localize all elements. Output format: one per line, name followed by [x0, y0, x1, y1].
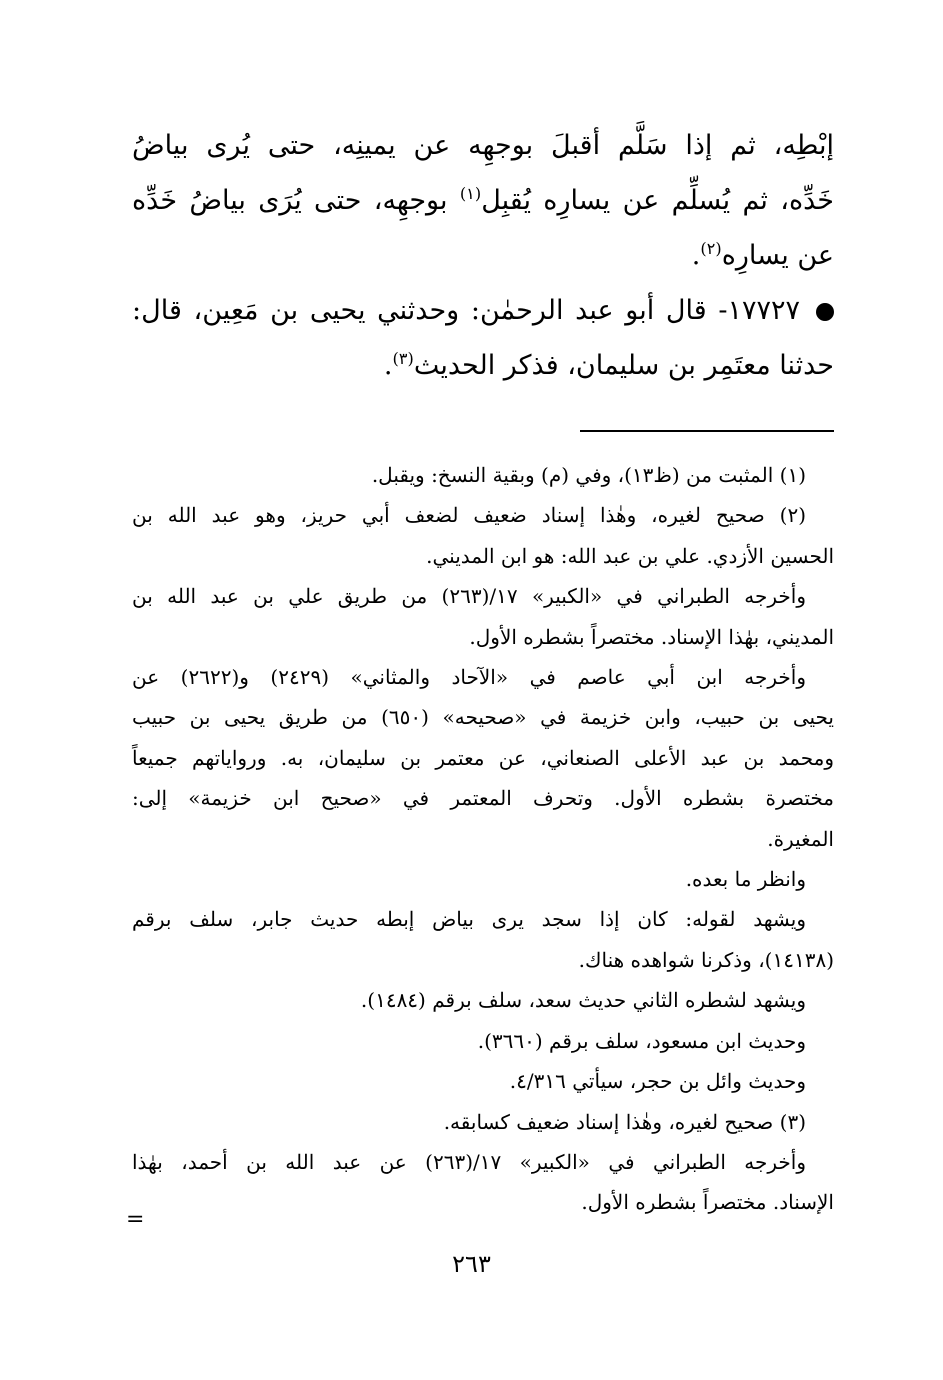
- main-text-line-3-end: .: [691, 240, 701, 271]
- hadith-line-2-end: .: [383, 350, 393, 381]
- footnote-3-line: (٣) صحيح لغيره، وهٰذا إسناد ضعيف كسابقه.: [443, 1109, 806, 1134]
- footnote-3-line: الإسناد. مختصراً بشطره الأول.: [581, 1190, 834, 1215]
- continuation-mark: =: [126, 1207, 145, 1232]
- main-text-line-2-end: بوجهِه، حتى يُرَى بياضُ خَدِّه: [132, 185, 460, 216]
- main-text: [132, 118, 834, 393]
- footnote-2-line: وانظر ما بعده.: [685, 867, 806, 892]
- footnote-2-line: مختصرة بشطره الأول. وتحرف المعتمر في «صحيح ابن خزيمة» إلى:: [132, 786, 834, 811]
- footnote-3-line: وأخرجه الطبراني في «الكبير» ١٧/(٢٦٣) عن عبد الله بن أحمد، بهٰذا: [132, 1149, 806, 1174]
- footnote-2-line: وحديث ابن مسعود، سلف برقم (٣٦٦٠).: [477, 1028, 806, 1053]
- footnote-2-line: ومحمد بن عبد الأعلى الصنعاني، عن معتمر بن سليمان، به. ورواياتهم جميعاً: [132, 745, 834, 770]
- footnote-2-line: الحسين الأزدي. علي بن عبد الله: هو ابن المديني.: [426, 543, 834, 568]
- footnote-2-line: (١٤١٣٨)، وذكرنا شواهده هناك.: [578, 947, 834, 972]
- main-text-line: [132, 118, 834, 173]
- hadith-line-1: ١٧٧٢٧- قال أبو عبد الرحمٰن: وحدثني يحيى بن مَعِين، قال:: [132, 295, 800, 326]
- hadith-line: [132, 338, 834, 393]
- footnote-2-line: ويشهد لقوله: كان إذا سجد يرى بياض إبطه حديث جابر، سلف برقم: [132, 907, 806, 932]
- main-text-line: [132, 228, 834, 283]
- footnote-2-line: وأخرجه الطبراني في «الكبير» ١٧/(٢٦٣) من طريق علي بن عبد الله بن: [132, 584, 806, 609]
- main-text-line-1: إبْطِه، ثم إذا سَلَّم أقبلَ بوجهِه عن يمينِه، حتى يُرى بياضُ: [132, 130, 834, 161]
- footnote-ref-3: (٣): [392, 349, 414, 368]
- footnote-ref-1: (١): [459, 184, 482, 203]
- main-text-line: [132, 173, 834, 228]
- footnote-2-line: المغيرة.: [767, 826, 834, 851]
- footnote-2-line: ويشهد لشطره الثاني حديث سعد، سلف برقم (١٤٨٤).: [360, 988, 806, 1013]
- footnote-1: (١) المثبت من (ظ١٣)، وفي (م) وبقية النسخ: ويقبل.: [371, 463, 806, 487]
- footnote-ref-2: (٢): [700, 239, 722, 258]
- footnote-2-line: وحديث وائل بن حجر، سيأتي ٤/٣١٦.: [509, 1069, 806, 1094]
- bullet-icon: [816, 303, 834, 321]
- hadith-line-2: حدثنا معتَمِر بن سليمان، فذكر الحديث: [413, 350, 834, 381]
- footnote-2-line: المديني، بهٰذا الإسناد. مختصراً بشطره الأول.: [469, 624, 834, 649]
- main-text-line-3: عن يسارِه: [721, 240, 834, 271]
- hadith-line: [132, 283, 834, 338]
- footnote-2-line: وأخرجه ابن أبي عاصم في «الآحاد والمثاني» (٢٤٢٩) و(٢٦٢٢) عن: [132, 665, 807, 690]
- footnotes: [132, 455, 834, 1223]
- footnote-2-line: (٢) صحيح لغيره، وهٰذا إسناد ضعيف لضعف أبي حريز، وهو عبد الله بن: [132, 503, 806, 528]
- footnote-separator: [580, 430, 834, 432]
- main-text-line-2-start: خَدِّه، ثم يُسلِّم عن يسارِه يُقبِل: [481, 185, 834, 216]
- page-number: ٢٦٣: [452, 1250, 491, 1278]
- footnote-2-line: يحيى بن حبيب، وابن خزيمة في «صحيحه» (٦٥٠) من طريق يحيى بن حبيب: [132, 705, 834, 730]
